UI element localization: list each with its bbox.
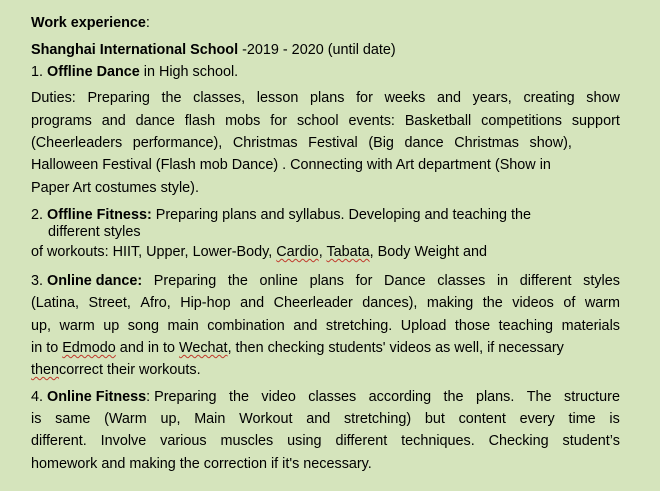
word: every — [519, 411, 555, 427]
item1-line-1 — [31, 89, 620, 107]
word: dance — [135, 113, 175, 129]
word: different — [519, 273, 572, 289]
item3-line-5 — [31, 361, 201, 379]
word: those — [454, 318, 491, 334]
word: Involve — [100, 433, 147, 449]
word: flash — [184, 113, 216, 129]
word: techniques. — [401, 433, 475, 449]
word: weeks — [384, 90, 426, 106]
word: combination — [207, 318, 285, 334]
word: and — [101, 113, 126, 129]
item4-line-4: homework and making the correction if it's necessary. — [31, 456, 372, 472]
word: Festival — [308, 135, 358, 151]
word: the — [482, 295, 503, 311]
text-run: , Body Weight and — [369, 244, 487, 260]
word: content — [458, 411, 506, 427]
word: Christmas — [232, 135, 298, 151]
spell-flag-tabata: Tabata — [326, 244, 370, 260]
word: plans — [310, 90, 345, 106]
employer-name: Shanghai International School — [31, 42, 239, 58]
item1-title: Offline Dance — [47, 64, 140, 80]
text-run: , then checking students' videos as well, if necessary — [227, 340, 564, 356]
word: Dance — [384, 273, 426, 289]
word: support — [571, 113, 620, 129]
word: school — [296, 113, 339, 129]
word: the — [228, 389, 249, 405]
word: but — [424, 411, 445, 427]
word: and — [436, 90, 461, 106]
employer-dates: -2019 - 2020 (until date) — [238, 42, 396, 58]
word: different. — [31, 433, 87, 449]
word: classes — [437, 273, 486, 289]
word: up — [103, 318, 120, 334]
word: (Warm — [104, 411, 147, 427]
item1-line-3 — [31, 134, 572, 152]
word: is — [609, 411, 620, 427]
word: and — [240, 295, 265, 311]
word: Main — [194, 411, 226, 427]
item4-line-1 — [31, 388, 620, 406]
section-colon: : — [145, 15, 150, 31]
item4-number: 4. — [31, 389, 47, 405]
spell-flag-cardio: Cardio — [276, 244, 319, 260]
text-run: , — [318, 244, 327, 260]
text-run: and in to — [115, 340, 180, 356]
text-run: in to — [31, 340, 63, 356]
word: dance — [404, 135, 444, 151]
word: different — [335, 433, 388, 449]
word: materials — [561, 318, 620, 334]
word: show), — [529, 135, 572, 151]
word: classes — [308, 389, 357, 405]
item4-line-3 — [31, 432, 620, 450]
word: online — [259, 273, 298, 289]
item2-heading — [31, 206, 531, 224]
employer-line — [31, 41, 396, 59]
word: dances), — [362, 295, 418, 311]
item1-heading — [31, 63, 238, 81]
word: competitions — [481, 113, 562, 129]
word: Upload — [400, 318, 447, 334]
word: show — [586, 90, 620, 106]
word: making — [426, 295, 474, 311]
text-run: correct their workouts. — [59, 362, 201, 378]
word: lesson — [256, 90, 299, 106]
spell-flag-edmodo: Edmodo — [62, 340, 116, 356]
word: for — [356, 90, 373, 106]
word: time — [568, 411, 596, 427]
word: Street, — [88, 295, 131, 311]
word: Checking — [488, 433, 549, 449]
item3-line-3 — [31, 317, 620, 335]
text-run: of workouts: HIIT, Upper, — [31, 244, 193, 260]
word: is — [31, 411, 42, 427]
word: stretching) — [343, 411, 412, 427]
word: videos — [512, 295, 554, 311]
word: programs — [31, 113, 92, 129]
word: warm — [59, 318, 95, 334]
item2-number: 2. — [31, 207, 47, 223]
word: song — [127, 318, 159, 334]
item1-line-5: Paper Art costumes style). — [31, 180, 199, 196]
word: and — [306, 411, 331, 427]
word: : Preparing — [146, 389, 217, 405]
spell-flag-then: then — [31, 362, 60, 378]
word: Workout — [239, 411, 293, 427]
word: in — [496, 273, 509, 289]
word: the — [161, 90, 182, 106]
word: plans — [309, 273, 344, 289]
item2-continuation: different styles — [48, 224, 141, 240]
word: using — [287, 433, 322, 449]
word: structure — [564, 389, 620, 405]
word: years, — [472, 90, 512, 106]
word: (Cheerleaders — [31, 135, 123, 151]
word: performance), — [132, 135, 223, 151]
item3-line-4 — [31, 339, 564, 357]
item1-number: 1. — [31, 64, 47, 80]
word: student’s — [562, 433, 620, 449]
word: various — [160, 433, 207, 449]
item3-title: Online dance: — [47, 273, 143, 289]
word: up, — [160, 411, 181, 427]
item1-rest: in High school. — [139, 64, 239, 80]
item2-title: Offline Fitness: — [47, 207, 152, 223]
item2-rest: Preparing plans and syllabus. Developing and teaching the — [151, 207, 531, 223]
word: Duties: — [31, 90, 76, 106]
word: stretching. — [325, 318, 393, 334]
text-run: Lower-Body, — [192, 244, 277, 260]
section-heading — [31, 14, 150, 32]
word: video — [261, 389, 296, 405]
item3-heading — [31, 272, 142, 290]
word: mobs — [225, 113, 261, 129]
item4-line-2 — [31, 410, 620, 428]
word: of — [563, 295, 576, 311]
word: Preparing — [87, 90, 150, 106]
word: and — [293, 318, 318, 334]
word: creating — [523, 90, 575, 106]
spell-flag-wechat: Wechat — [179, 340, 228, 356]
item1-line-2 — [31, 112, 620, 130]
word: same — [55, 411, 91, 427]
word: the — [227, 273, 248, 289]
word: Basketball — [404, 113, 472, 129]
word: for — [355, 273, 373, 289]
word: up, — [31, 318, 52, 334]
word: events: — [348, 113, 395, 129]
item2-line-3 — [31, 243, 487, 261]
item3-line-1 — [31, 272, 620, 290]
word: The — [526, 389, 552, 405]
word: plans. — [475, 389, 515, 405]
word: (Big — [368, 135, 394, 151]
word: main — [167, 318, 199, 334]
word: styles — [583, 273, 620, 289]
word: muscles — [220, 433, 274, 449]
word: teaching — [498, 318, 554, 334]
word: for — [270, 113, 288, 129]
word: warm — [584, 295, 620, 311]
word: Preparing — [153, 273, 217, 289]
item3-line-2 — [31, 294, 620, 312]
word: Afro, — [140, 295, 171, 311]
word: Christmas — [454, 135, 519, 151]
word: the — [443, 389, 464, 405]
word: Hip-hop — [180, 295, 231, 311]
item4-title: Online Fitness — [47, 389, 147, 405]
word: classes, — [193, 90, 246, 106]
word: (Latina, — [31, 295, 79, 311]
item1-line-4: Halloween Festival (Flash mob Dance) . Connecting with Art department (Show in — [31, 157, 551, 173]
section-title: Work experience — [31, 15, 146, 31]
item3-number: 3. — [31, 273, 47, 289]
item4-heading — [31, 388, 217, 406]
word: according — [368, 389, 432, 405]
word: Cheerleader — [273, 295, 353, 311]
